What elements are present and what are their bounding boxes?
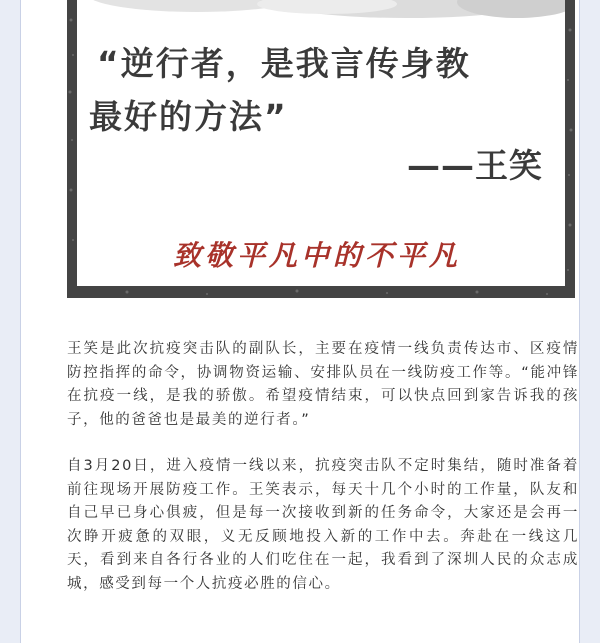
quote-line-2: 最好的方法” (89, 97, 288, 136)
article-body (67, 338, 579, 596)
quote-paper (77, 0, 565, 286)
quote-line-1: “逆行者，是我言传身教 (97, 44, 471, 83)
ink-cloud-decoration (77, 0, 565, 40)
article-column (20, 0, 580, 643)
paragraph: 王笑是此次抗疫突击队的副队长，主要在疫情一线负责传达市、区疫情防控指挥的命令，协调物资运输、安排队员在一线防疫工作等。“能冲锋在抗疫一线，是我的骄傲。希望疫情结束，可以快点回到家告诉我的孩子，他的爸爸也是最美的逆行者。” (67, 341, 579, 428)
quote-card (67, 0, 575, 298)
paragraph: 自3月20日，进入疫情一线以来，抗疫突击队不定时集结，随时准备着前往现场开展防疫工作。王笑表示，每天十几个小时的工作量，队友和自己早已身心俱疲，但是每一次接收到新的任务命令，大家还是会再一次睁开疲惫的双眼，义无反顾地投入新的工作中去。奔赴在一线这几天，看到来自各行各业的人们吃住在一起，我看到了深圳人民的众志成城，感受到每一个人抗疫必胜的信心。 (67, 458, 579, 592)
quote-attribution: ——王笑 (407, 146, 543, 185)
tribute-title: 致敬平凡中的不平凡 (173, 239, 462, 272)
